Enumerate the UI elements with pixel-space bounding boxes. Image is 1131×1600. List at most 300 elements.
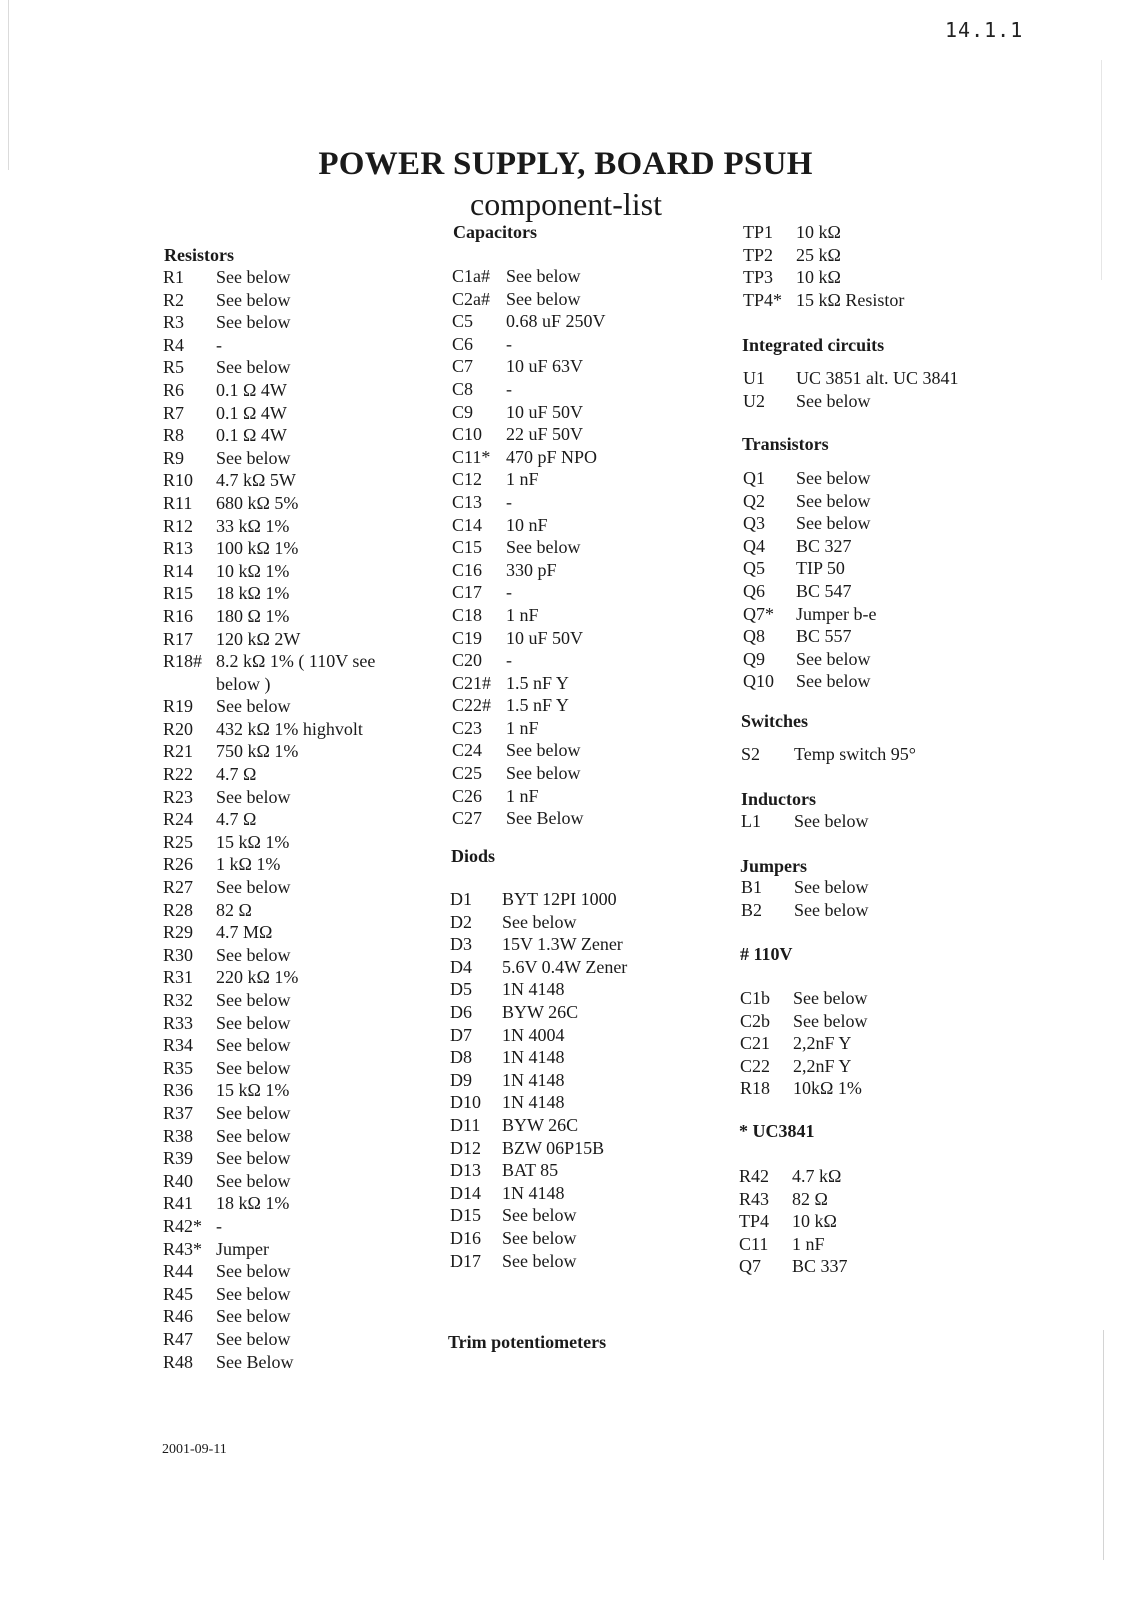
capacitors-list (452, 265, 606, 830)
component-ref: C16 (452, 559, 483, 580)
component-ref: R37 (163, 1102, 194, 1123)
component-row (741, 876, 868, 899)
component-value: 4.7 MΩ (216, 922, 273, 943)
component-row (450, 1046, 627, 1069)
component-value: See below (216, 357, 291, 378)
component-value: 18 kΩ 1% (216, 583, 290, 604)
component-value: 82 Ω (216, 899, 252, 920)
integrated-circuits-list (743, 367, 959, 412)
component-value: BAT 85 (502, 1160, 559, 1181)
component-value: See below (796, 490, 871, 511)
component-value: See below (216, 1057, 291, 1078)
component-value: See Below (216, 1351, 294, 1372)
component-ref: C19 (452, 627, 483, 648)
component-row (163, 469, 375, 492)
component-row (743, 390, 959, 413)
component-ref: C12 (452, 469, 483, 490)
document-title: POWER SUPPLY, BOARD PSUH (318, 146, 813, 182)
component-ref: R6 (163, 379, 185, 400)
component-value: See below (794, 899, 869, 920)
component-ref: R26 (163, 854, 194, 875)
component-value: See below (793, 988, 868, 1008)
component-ref: R9 (163, 447, 185, 468)
component-ref: D15 (450, 1205, 481, 1226)
component-row (743, 244, 904, 267)
component-row (163, 356, 375, 379)
component-value: TIP 50 (796, 558, 845, 579)
component-ref: D17 (450, 1250, 481, 1271)
component-row (743, 625, 876, 648)
component-ref: R11 (163, 492, 193, 513)
component-value: 1.5 nF Y (506, 672, 569, 693)
component-value: See below (502, 911, 577, 932)
component-ref: R42* (163, 1215, 203, 1236)
component-row (163, 673, 375, 696)
capacitors-heading: Capacitors (453, 222, 537, 242)
component-ref: TP1 (743, 222, 774, 242)
component-ref: C23 (452, 717, 483, 738)
component-value: See below (216, 1148, 291, 1169)
component-ref: C24 (452, 740, 483, 761)
component-value: 4.7 Ω (216, 809, 257, 830)
component-value: See below (506, 288, 581, 309)
component-ref: R20 (163, 718, 194, 739)
component-value: 15 kΩ 1% (216, 831, 290, 852)
component-row (163, 1192, 375, 1215)
component-ref: R35 (163, 1057, 194, 1078)
component-value: 1 nF (506, 785, 539, 806)
component-value: See below (216, 1012, 291, 1033)
component-ref: TP2 (743, 244, 774, 265)
component-ref: C1a# (452, 266, 490, 286)
component-row (452, 265, 606, 288)
component-value: 220 kΩ 1% (216, 967, 299, 988)
component-row (163, 1305, 375, 1328)
component-value: 10kΩ 1% (793, 1078, 862, 1099)
component-ref: R7 (163, 402, 185, 423)
component-value: 0.1 Ω 4W (216, 402, 287, 423)
component-ref: Q7* (743, 603, 774, 624)
component-ref: R22 (163, 764, 194, 785)
component-row (163, 537, 375, 560)
component-value: 2,2nF Y (793, 1055, 852, 1076)
component-value: See below (216, 696, 291, 717)
component-value: See below (216, 312, 291, 333)
component-row (163, 831, 375, 854)
component-value: 432 kΩ 1% highvolt (216, 718, 363, 739)
component-row (163, 1328, 375, 1351)
component-value: See below (216, 1283, 291, 1304)
component-ref: C13 (452, 491, 483, 512)
component-ref: R8 (163, 425, 185, 446)
document-date: 2001-09-11 (162, 1442, 227, 1457)
component-row (452, 514, 606, 537)
component-ref: Q3 (743, 513, 765, 534)
component-row (452, 468, 606, 491)
component-row (452, 559, 606, 582)
component-ref: R39 (163, 1148, 194, 1169)
component-ref: C2a# (452, 288, 490, 309)
component-row (163, 492, 375, 515)
component-ref: C1b (740, 988, 771, 1008)
component-ref: D16 (450, 1227, 481, 1248)
component-ref: R10 (163, 470, 194, 491)
component-ref: Q6 (743, 580, 765, 601)
component-row (163, 515, 375, 538)
component-value: 10 uF 63V (506, 356, 584, 377)
component-row (739, 1188, 848, 1211)
component-value: 1 nF (506, 717, 539, 738)
component-ref: R25 (163, 831, 194, 852)
variant-110v-list (740, 987, 867, 1100)
component-ref: R45 (163, 1283, 194, 1304)
component-value: 4.7 kΩ (792, 1166, 842, 1186)
component-value: See below (216, 877, 291, 898)
component-ref: TP4 (739, 1211, 770, 1232)
component-row (163, 718, 375, 741)
component-value: below ) (216, 673, 271, 694)
component-value: 15V 1.3W Zener (502, 934, 623, 955)
component-ref: Q8 (743, 626, 765, 647)
component-row (163, 876, 375, 899)
component-row (739, 1255, 848, 1278)
component-row (452, 423, 606, 446)
component-row (452, 649, 606, 672)
resistors-heading: Resistors (164, 245, 234, 265)
component-row (450, 1001, 627, 1024)
component-row (452, 491, 606, 514)
component-ref: R29 (163, 922, 194, 943)
component-row (452, 739, 606, 762)
component-ref: C2b (740, 1010, 771, 1031)
component-row (452, 762, 606, 785)
component-row (452, 401, 606, 424)
component-ref: D7 (450, 1024, 472, 1045)
component-ref: D9 (450, 1069, 472, 1090)
component-ref: R18# (163, 651, 203, 672)
component-ref: D5 (450, 979, 472, 1000)
component-value: 18 kΩ 1% (216, 1193, 290, 1214)
component-ref: Q7 (739, 1256, 761, 1277)
component-ref: C21 (740, 1033, 771, 1054)
component-value: 0.1 Ω 4W (216, 425, 287, 446)
component-value: - (506, 333, 512, 354)
component-ref: D2 (450, 911, 472, 932)
scan-edge-mark (1103, 1330, 1104, 1560)
component-value: 82 Ω (792, 1188, 828, 1209)
component-row (452, 694, 606, 717)
component-ref: R15 (163, 583, 194, 604)
component-value: 750 kΩ 1% (216, 741, 299, 762)
component-row (739, 1210, 848, 1233)
component-ref: C5 (452, 311, 474, 332)
jumpers-heading: Jumpers (740, 856, 807, 876)
component-ref: R21 (163, 741, 194, 762)
component-row (163, 695, 375, 718)
component-value: See below (216, 1102, 291, 1123)
component-row (450, 1159, 627, 1182)
component-ref: R27 (163, 877, 194, 898)
component-value: 22 uF 50V (506, 424, 584, 445)
switches-heading: Switches (741, 711, 808, 731)
component-row (163, 424, 375, 447)
component-ref: R38 (163, 1125, 194, 1146)
component-ref: R16 (163, 605, 194, 626)
component-value: 1N 4148 (502, 1092, 565, 1113)
component-value: 25 kΩ (796, 244, 841, 265)
component-value: 1 nF (506, 469, 539, 490)
component-value: See below (506, 740, 581, 761)
component-ref: R43 (739, 1188, 770, 1209)
component-ref: C14 (452, 514, 483, 535)
component-row (163, 1215, 375, 1238)
component-value: See below (216, 289, 291, 310)
component-row (743, 648, 876, 671)
component-value: See below (216, 267, 291, 287)
component-row (450, 1204, 627, 1227)
component-ref: R40 (163, 1170, 194, 1191)
component-value: See below (794, 811, 869, 831)
trim-potentiometers-heading: Trim potentiometers (448, 1332, 607, 1352)
component-value: 10 kΩ (796, 222, 841, 242)
component-value: 15 kΩ 1% (216, 1080, 290, 1101)
component-value: See below (216, 1125, 291, 1146)
component-ref: R46 (163, 1306, 194, 1327)
component-value: See below (796, 513, 871, 534)
component-row (163, 1283, 375, 1306)
component-row (450, 933, 627, 956)
component-value: See below (796, 671, 871, 692)
component-ref: Q5 (743, 558, 765, 579)
component-value: See below (216, 944, 291, 965)
component-value: 470 pF NPO (506, 446, 598, 467)
component-ref: D10 (450, 1092, 481, 1113)
component-row (743, 580, 876, 603)
component-value: See Below (506, 808, 584, 829)
component-row (450, 956, 627, 979)
component-row (743, 289, 904, 312)
component-value: - (506, 582, 512, 603)
component-value: 10 kΩ (796, 267, 841, 288)
component-row (452, 717, 606, 740)
component-ref: D14 (450, 1182, 481, 1203)
component-value: 1N 4148 (502, 1047, 565, 1068)
component-row (739, 1165, 848, 1188)
component-ref: R41 (163, 1193, 194, 1214)
component-row (450, 1024, 627, 1047)
component-row (743, 535, 876, 558)
component-ref: C21# (452, 672, 492, 693)
component-row (450, 1091, 627, 1114)
component-row (452, 378, 606, 401)
component-ref: L1 (741, 811, 761, 831)
component-ref: R31 (163, 967, 194, 988)
component-value: 5.6V 0.4W Zener (502, 956, 628, 977)
component-ref (163, 673, 216, 696)
component-ref: Q1 (743, 468, 765, 488)
component-value: See below (216, 447, 291, 468)
component-value: 1N 4148 (502, 1182, 565, 1203)
component-ref: D11 (450, 1114, 481, 1135)
diodes-list (450, 888, 627, 1272)
component-value: See below (506, 266, 581, 286)
component-row (740, 1055, 867, 1078)
component-row (452, 536, 606, 559)
component-value: BYW 26C (502, 1114, 579, 1135)
component-row (452, 333, 606, 356)
component-row (163, 379, 375, 402)
component-row (163, 605, 375, 628)
component-row (741, 899, 868, 922)
component-value: 4.7 kΩ 5W (216, 470, 296, 491)
component-row (743, 490, 876, 513)
component-ref: R19 (163, 696, 194, 717)
component-ref: R32 (163, 990, 194, 1010)
component-value: BC 547 (796, 580, 852, 601)
component-row (450, 1114, 627, 1137)
component-row (452, 446, 606, 469)
component-value: See below (794, 877, 869, 897)
component-ref: U1 (743, 368, 765, 388)
component-ref: R43* (163, 1238, 203, 1259)
component-value: See below (216, 1328, 291, 1349)
component-row (450, 888, 627, 911)
component-ref: B1 (741, 877, 763, 897)
component-row (163, 447, 375, 470)
component-row (163, 289, 375, 312)
component-value: 680 kΩ 5% (216, 492, 299, 513)
component-ref: C7 (452, 356, 474, 377)
component-row (163, 1170, 375, 1193)
component-ref: D4 (450, 956, 472, 977)
component-value: 1N 4004 (502, 1024, 565, 1045)
component-ref: C8 (452, 378, 474, 399)
component-value: See below (796, 648, 871, 669)
component-value: 1N 4148 (502, 1069, 565, 1090)
component-value: Temp switch 95° (794, 744, 916, 764)
component-ref: U2 (743, 390, 765, 411)
component-ref: C11 (739, 1233, 769, 1254)
component-value: - (216, 1215, 222, 1236)
component-row (163, 1125, 375, 1148)
component-ref: Q9 (743, 648, 765, 669)
component-row (743, 221, 904, 244)
component-row (452, 807, 606, 830)
component-value: BYW 26C (502, 1001, 579, 1022)
component-value: See below (506, 763, 581, 784)
component-row (452, 288, 606, 311)
component-ref: C27 (452, 808, 483, 829)
document-subtitle: component-list (470, 186, 662, 222)
component-value: 0.68 uF 250V (506, 311, 606, 332)
component-row (163, 853, 375, 876)
component-value: - (216, 334, 222, 355)
component-value: 120 kΩ 2W (216, 628, 301, 649)
component-ref: R14 (163, 560, 194, 581)
component-ref: C6 (452, 333, 474, 354)
component-ref: R2 (163, 289, 185, 310)
component-ref: R12 (163, 515, 194, 536)
component-ref: R44 (163, 1261, 194, 1282)
component-row (163, 763, 375, 786)
component-row (743, 266, 904, 289)
component-value: 1.5 nF Y (506, 695, 569, 716)
component-value: BYT 12PI 1000 (502, 889, 617, 909)
component-value: See below (216, 1170, 291, 1191)
component-value: 1 kΩ 1% (216, 854, 281, 875)
component-ref: R30 (163, 944, 194, 965)
component-row (163, 311, 375, 334)
component-value: See below (796, 390, 871, 411)
component-row (450, 1182, 627, 1205)
component-row (163, 582, 375, 605)
component-row (163, 1079, 375, 1102)
component-row (163, 1012, 375, 1035)
component-row (163, 944, 375, 967)
component-ref: R48 (163, 1351, 194, 1372)
page-number: 14.1.1 (945, 18, 1024, 42)
component-ref: C11* (452, 446, 491, 467)
component-row (163, 560, 375, 583)
component-ref: D13 (450, 1160, 481, 1181)
component-ref: D6 (450, 1001, 472, 1022)
component-row (741, 810, 868, 833)
component-ref: Q4 (743, 535, 765, 556)
component-ref: R3 (163, 312, 185, 333)
component-ref: C17 (452, 582, 483, 603)
component-row (452, 355, 606, 378)
component-value: BC 557 (796, 626, 852, 647)
component-ref: Q10 (743, 671, 774, 692)
component-ref: TP3 (743, 267, 774, 288)
component-ref: R47 (163, 1328, 194, 1349)
component-value: - (506, 378, 512, 399)
component-value: See below (506, 537, 581, 558)
component-row (163, 808, 375, 831)
component-ref: C20 (452, 650, 483, 671)
component-value: 180 Ω 1% (216, 605, 290, 626)
component-row (163, 966, 375, 989)
diodes-heading: Diods (451, 846, 496, 866)
component-ref: C10 (452, 424, 483, 445)
component-value: See below (216, 1306, 291, 1327)
resistors-list (163, 266, 375, 1373)
variant-uc3841-heading: * UC3841 (739, 1121, 815, 1141)
component-ref: R28 (163, 899, 194, 920)
component-ref: C26 (452, 785, 483, 806)
component-ref: S2 (741, 744, 761, 764)
component-row (163, 402, 375, 425)
trim-potentiometers-list (743, 221, 904, 311)
component-row (450, 911, 627, 934)
component-ref: D8 (450, 1047, 472, 1068)
component-row (452, 785, 606, 808)
component-value: 100 kΩ 1% (216, 538, 299, 559)
component-row (163, 740, 375, 763)
component-ref: C18 (452, 604, 483, 625)
component-ref: R33 (163, 1012, 194, 1033)
component-row (163, 628, 375, 651)
component-row (741, 743, 916, 766)
integrated-circuits-heading: Integrated circuits (742, 335, 885, 355)
component-row (452, 604, 606, 627)
inductors-list (741, 810, 868, 833)
component-value: 4.7 Ω (216, 764, 257, 785)
component-ref: C15 (452, 537, 483, 558)
component-ref: R36 (163, 1080, 194, 1101)
component-value: 2,2nF Y (793, 1033, 852, 1054)
component-value: 1 nF (792, 1233, 825, 1254)
